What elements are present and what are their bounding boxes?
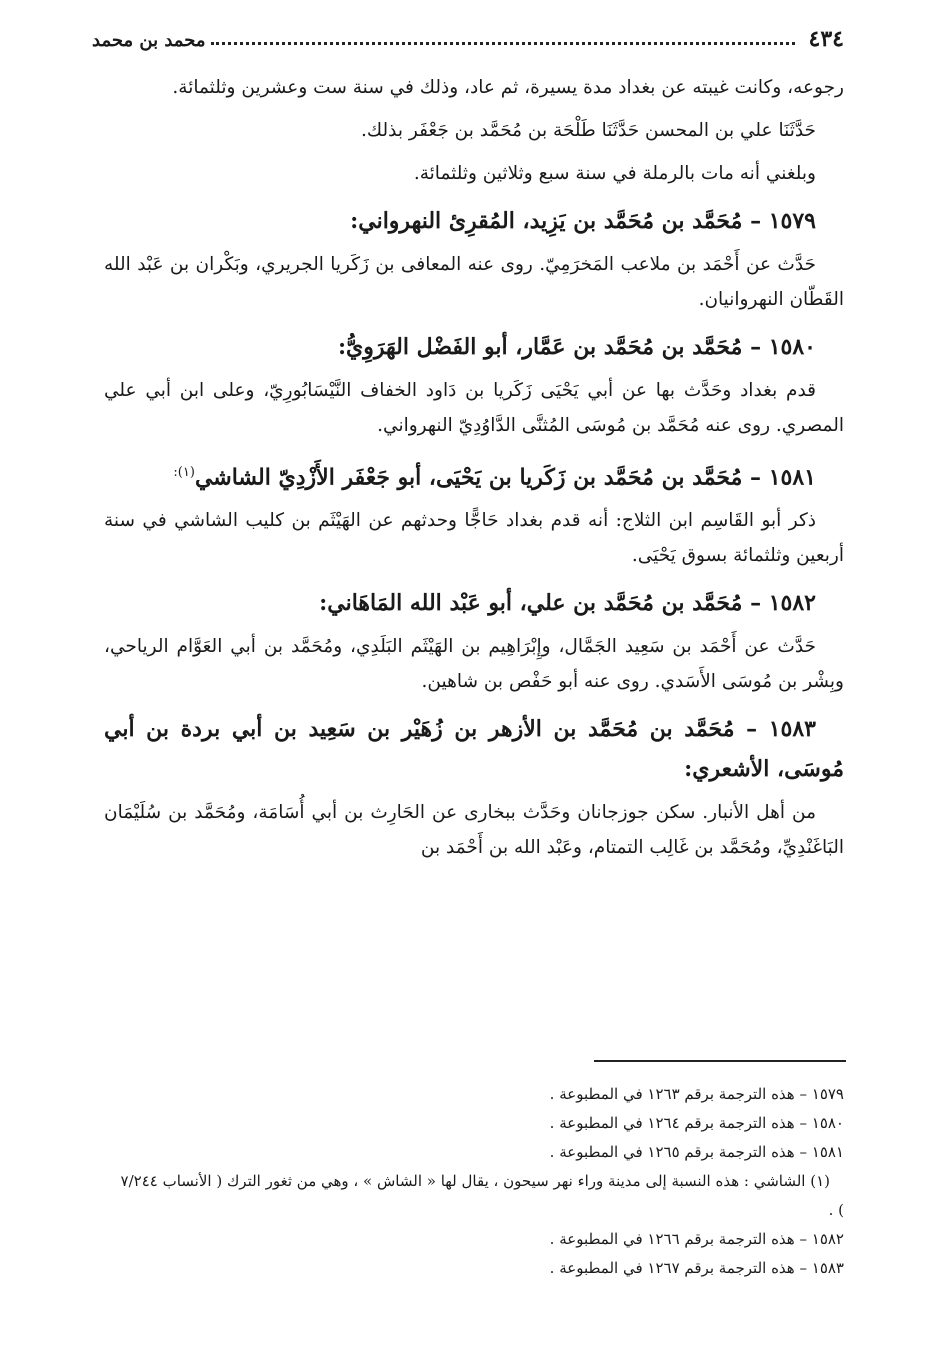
entry-heading-1581 <box>104 453 844 497</box>
footnote-shashi: (١) الشاشي : هذه النسبة إلى مدينة وراء نهر سيحون ، يقال لها « الشاش » ، وهي من ثغور الترك ( الأنساب ٧/٢٤٤ ) . <box>120 1172 844 1219</box>
footnotes <box>110 1080 844 1283</box>
entry-text-1581: ذكر أبو القَاسِم ابن الثلاج: أنه قدم بغداد حَاجًّا وحدثهم عن الهَيْثَم بن كليب الشاشي في سنة أربعين وثلثمائة بسوق يَحْيَى. <box>104 510 844 567</box>
paragraph-isnad: حَدَّثَنَا علي بن المحسن حَدَّثَنَا طَلْحَة بن مُحَمَّد بن جَعْفَر بذلك. <box>361 120 816 141</box>
entry-text-1580: قدم بغداد وحَدَّث بها عن أبي يَحْيَى زَكَريا بن دَاود الخفاف النَّيْسَابُورِيّ، وعلى ابن أبي علي المصري. روى عنه مُحَمَّد بن مُوسَى المُثنَّى الدَّاوُدِيّ النهرواني. <box>104 380 844 436</box>
paragraph-continuation: رجوعه، وكانت غيبته عن بغداد مدة يسيرة، ثم عاد، وذلك في سنة ست وعشرين وثلثمائة. <box>172 77 844 98</box>
header-dot-leader <box>211 42 794 45</box>
main-text <box>104 70 844 865</box>
footnote-1580: ١٥٨٠ – هذه الترجمة برقم ١٢٦٤ في المطبوعة . <box>549 1114 844 1132</box>
entry-text-1582: حَدَّث عن أَحْمَد بن سَعِيد الجَمَّال، وإِبْرَاهِيم بن الهَيْثَم البَلَدِي، ومُحَمَّد بن أبي العَوَّام الرياحي، وبِشْر بن مُوسَى الأَسَدي. روى عنه أبو حَفْص بن شاهين. <box>104 636 844 693</box>
footnote-separator <box>594 1060 846 1062</box>
entry-heading-1582: ١٥٨٢ – مُحَمَّد بن مُحَمَّد بن علي، أبو عَبْد الله المَاهَاني: <box>319 590 816 617</box>
entry-heading-1583: ١٥٨٣ – مُحَمَّد بن مُحَمَّد بن الأزهر بن زُهَيْر بن سَعِيد بن أبي بردة بن أبي مُوسَى، الأشعري: <box>104 716 844 783</box>
footnote-1583: ١٥٨٣ – هذه الترجمة برقم ١٢٦٧ في المطبوعة . <box>549 1259 844 1277</box>
footnote-1582: ١٥٨٢ – هذه الترجمة برقم ١٢٦٦ في المطبوعة . <box>549 1230 844 1248</box>
page-number: ٤٣٤ <box>808 26 844 52</box>
footnote-1581: ١٥٨١ – هذه الترجمة برقم ١٢٦٥ في المطبوعة . <box>549 1143 844 1161</box>
entry-heading-1579: ١٥٧٩ – مُحَمَّد بن مُحَمَّد بن يَزِيد، المُقرِئ النهرواني: <box>350 208 816 234</box>
footnote-ref-1: (١): <box>173 465 195 480</box>
entry-text-1579: حَدَّث عن أَحْمَد بن ملاعب المَخرَمِيّ. روى عنه المعافى بن زَكَريا الجريري، وبَكْران بن عَبْد الله القَطّان النهروانيان. <box>104 254 844 310</box>
entry-heading-1581-text: ١٥٨١ – مُحَمَّد بن مُحَمَّد بن زَكَريا بن يَحْيَى، أبو جَعْفَر الأَزْدِيّ الشاشي <box>194 464 816 491</box>
entry-text-1583: من أهل الأنبار. سكن جوزجانان وحَدَّث ببخارى عن الحَارِث بن أبي أُسَامَة، ومُحَمَّد بن سُلَيْمَان البَاغَنْدِيِّ، ومُحَمَّد بن غَالِب التمتام، وعَبْد الله بن أَحْمَد بن <box>104 802 844 859</box>
running-title: محمد بن محمد <box>92 30 206 51</box>
paragraph-death-note: وبلغني أنه مات بالرملة في سنة سبع وثلاثين وثلثمائة. <box>413 163 816 184</box>
entry-heading-1580: ١٥٨٠ – مُحَمَّد بن مُحَمَّد بن عَمَّار، أبو الفَضْل الهَرَوِيُّ: <box>337 334 816 360</box>
running-header <box>92 26 844 60</box>
footnote-1579: ١٥٧٩ – هذه الترجمة برقم ١٢٦٣ في المطبوعة . <box>549 1085 844 1103</box>
